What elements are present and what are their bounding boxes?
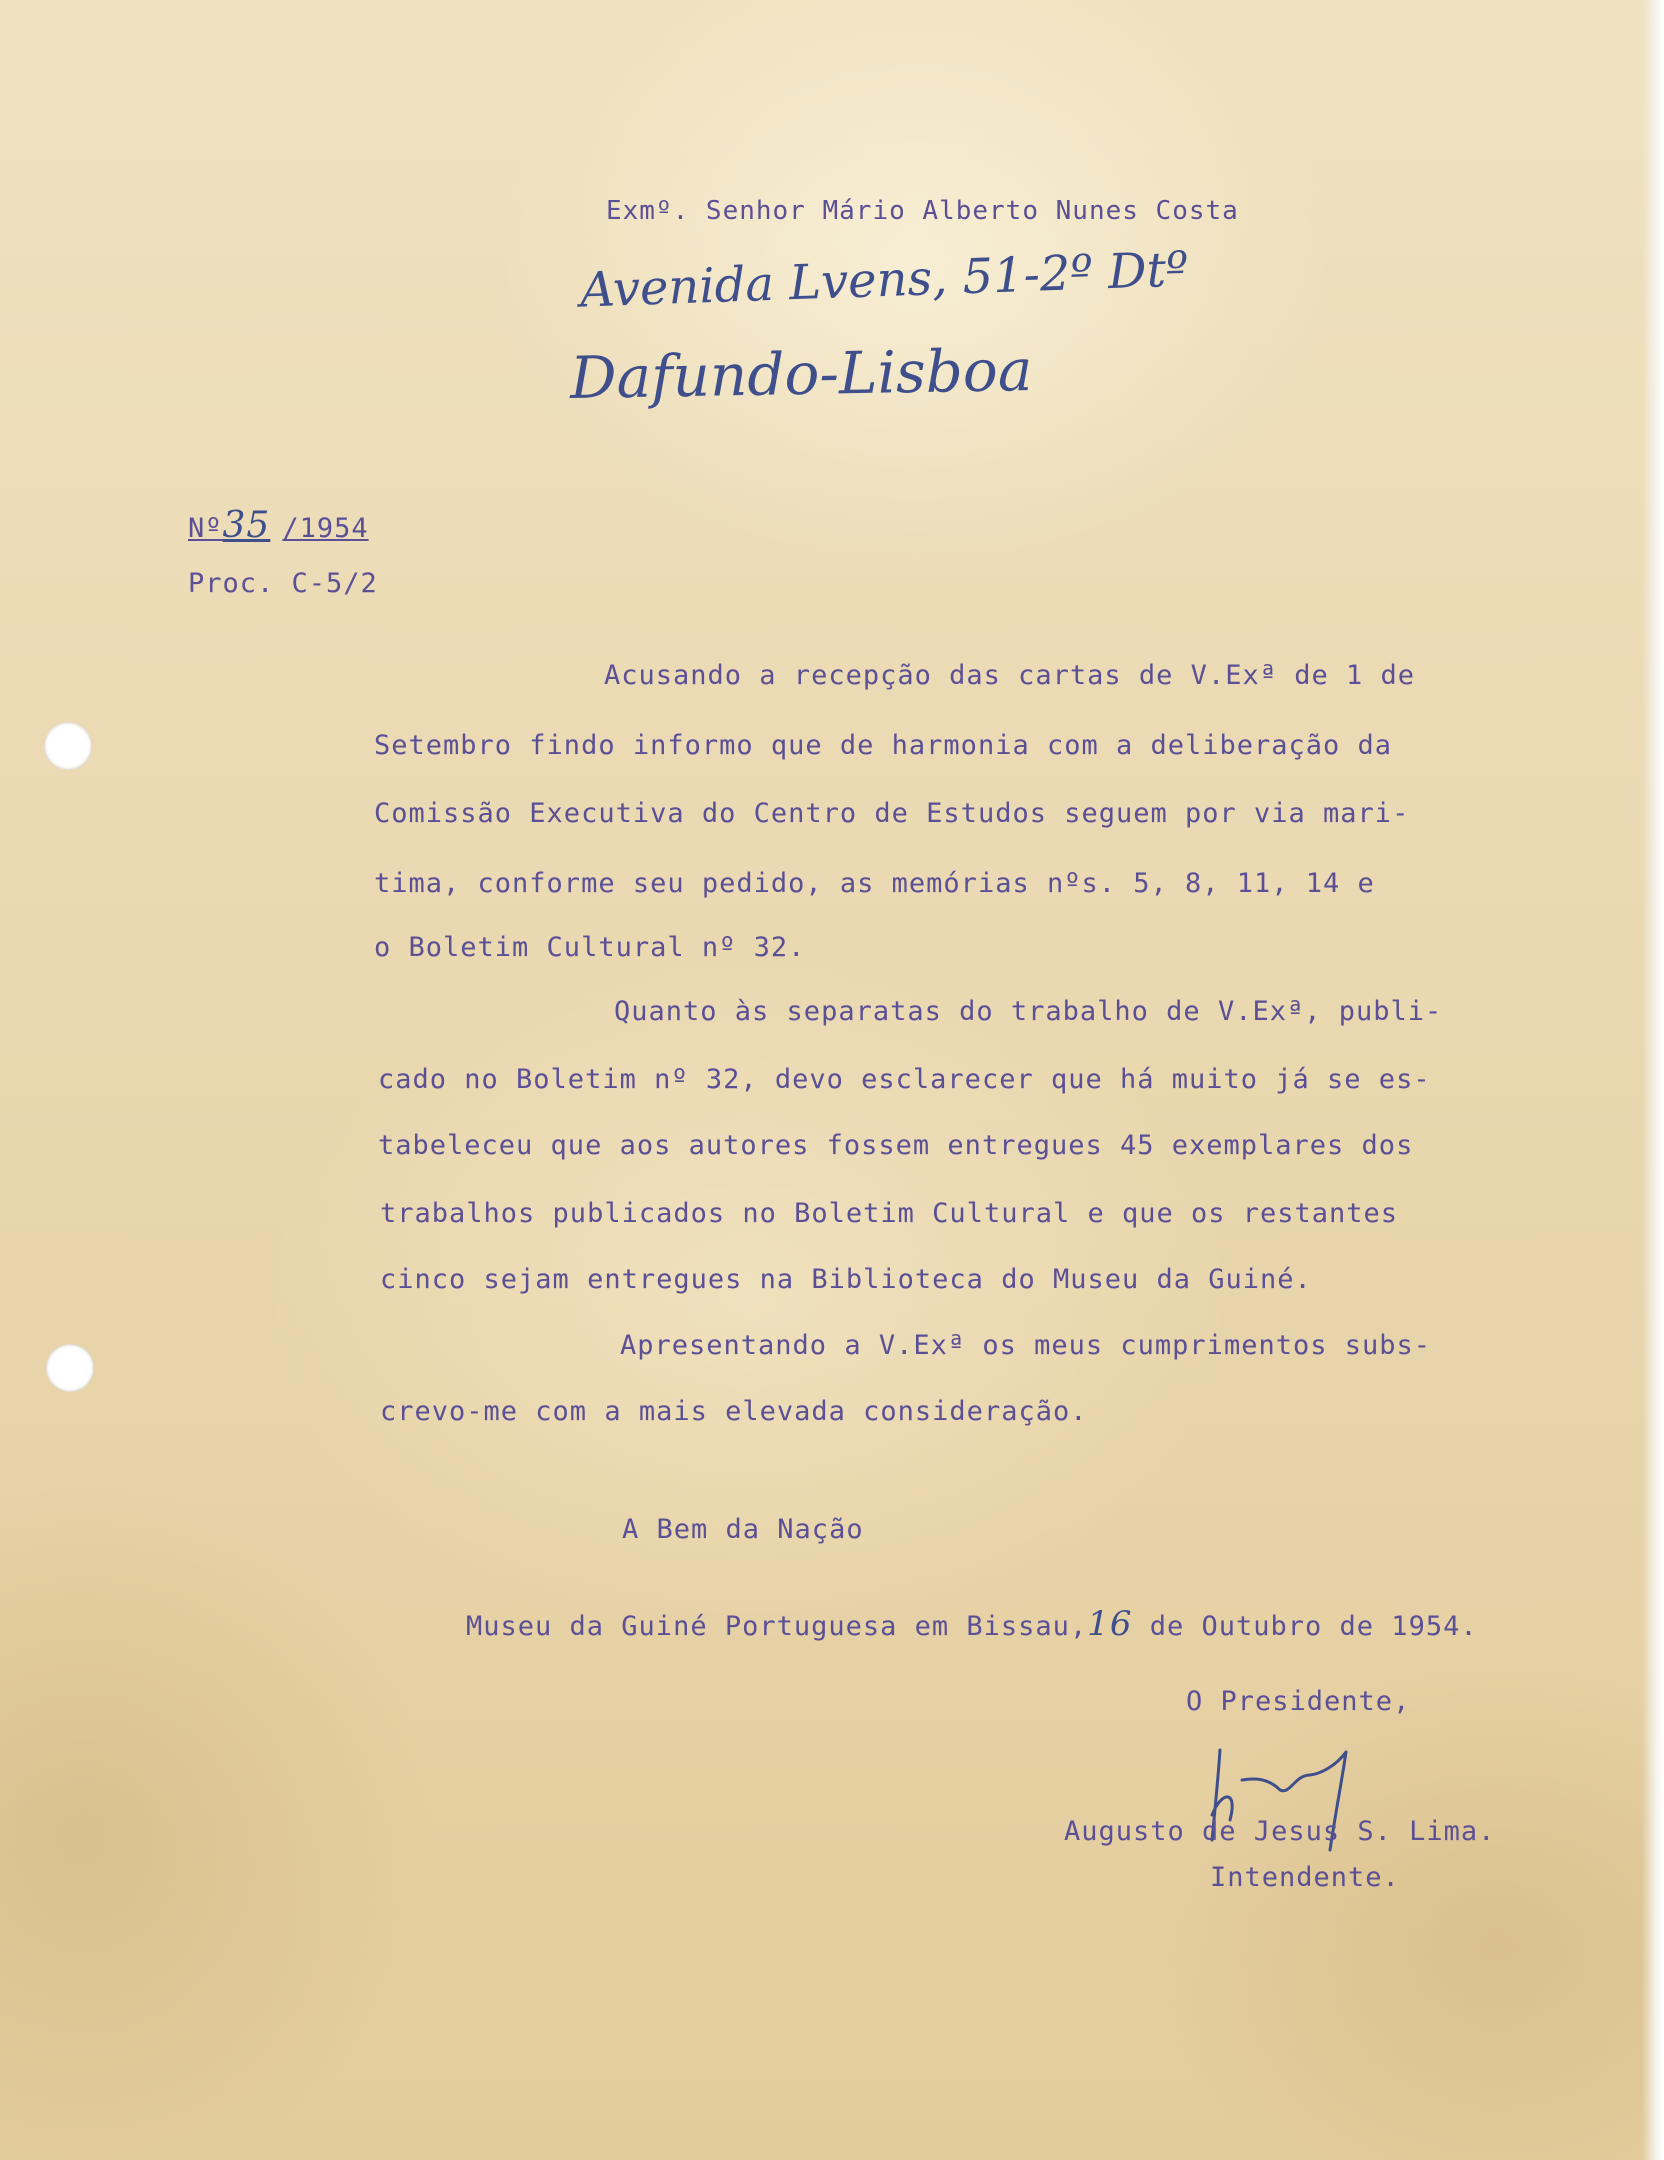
body-line: Quanto às separatas do trabalho de V.Exª, publi- xyxy=(614,996,1443,1027)
closing-title: O Presidente, xyxy=(1186,1686,1411,1717)
addressee-handwritten-street: Avenida Lvens, 51-2º Dtº xyxy=(579,241,1190,319)
body-line: Setembro findo informo que de harmonia com a deliberação da xyxy=(374,730,1393,761)
body-line: tabeleceu que aos autores fossem entregues 45 exemplares dos xyxy=(378,1130,1414,1161)
punch-hole xyxy=(46,1344,94,1392)
body-line: cado no Boletim nº 32, devo esclarecer que há muito já se es- xyxy=(378,1064,1431,1095)
body-line: cinco sejam entregues na Biblioteca do Museu da Guiné. xyxy=(380,1264,1312,1295)
reference-number xyxy=(188,505,369,546)
signatory-role: Intendente. xyxy=(1210,1862,1400,1893)
signatory-name: Augusto de Jesus S. Lima. xyxy=(1064,1816,1496,1847)
body-line: crevo-me com a mais elevada consideração. xyxy=(380,1396,1088,1427)
closing-place: Museu da Guiné Portuguesa em Bissau, xyxy=(466,1611,1088,1642)
body-line: Acusando a recepção das cartas de V.Exª de 1 de xyxy=(604,660,1416,691)
reference-number-handwritten: 35 xyxy=(222,505,271,546)
body-line: Apresentando a V.Exª os meus cumprimentos subs- xyxy=(620,1330,1432,1361)
signature xyxy=(1160,1720,1400,1870)
closing-motto: A Bem da Nação xyxy=(622,1514,864,1545)
addressee-typed: Exmº. Senhor Mário Alberto Nunes Costa xyxy=(606,196,1239,226)
closing-date xyxy=(466,1604,1478,1644)
body-line: trabalhos publicados no Boletim Cultural e que os restantes xyxy=(380,1198,1399,1229)
process-number: Proc. C-5/2 xyxy=(188,568,378,599)
reference-prefix: Nº xyxy=(188,513,223,544)
reference-year: /1954 xyxy=(282,513,369,544)
body-line: tima, conforme seu pedido, as memórias nºs. 5, 8, 11, 14 e xyxy=(374,868,1375,899)
body-line: o Boletim Cultural nº 32. xyxy=(374,932,806,963)
punch-hole xyxy=(44,722,92,770)
addressee-handwritten-city: Dafundo-Lisboa xyxy=(569,335,1033,413)
page-edge xyxy=(1642,0,1664,2160)
body-line: Comissão Executiva do Centro de Estudos seguem por via mari- xyxy=(374,798,1410,829)
closing-date-rest: de Outubro de 1954. xyxy=(1149,1611,1478,1642)
closing-day-handwritten: 16 xyxy=(1087,1604,1133,1644)
